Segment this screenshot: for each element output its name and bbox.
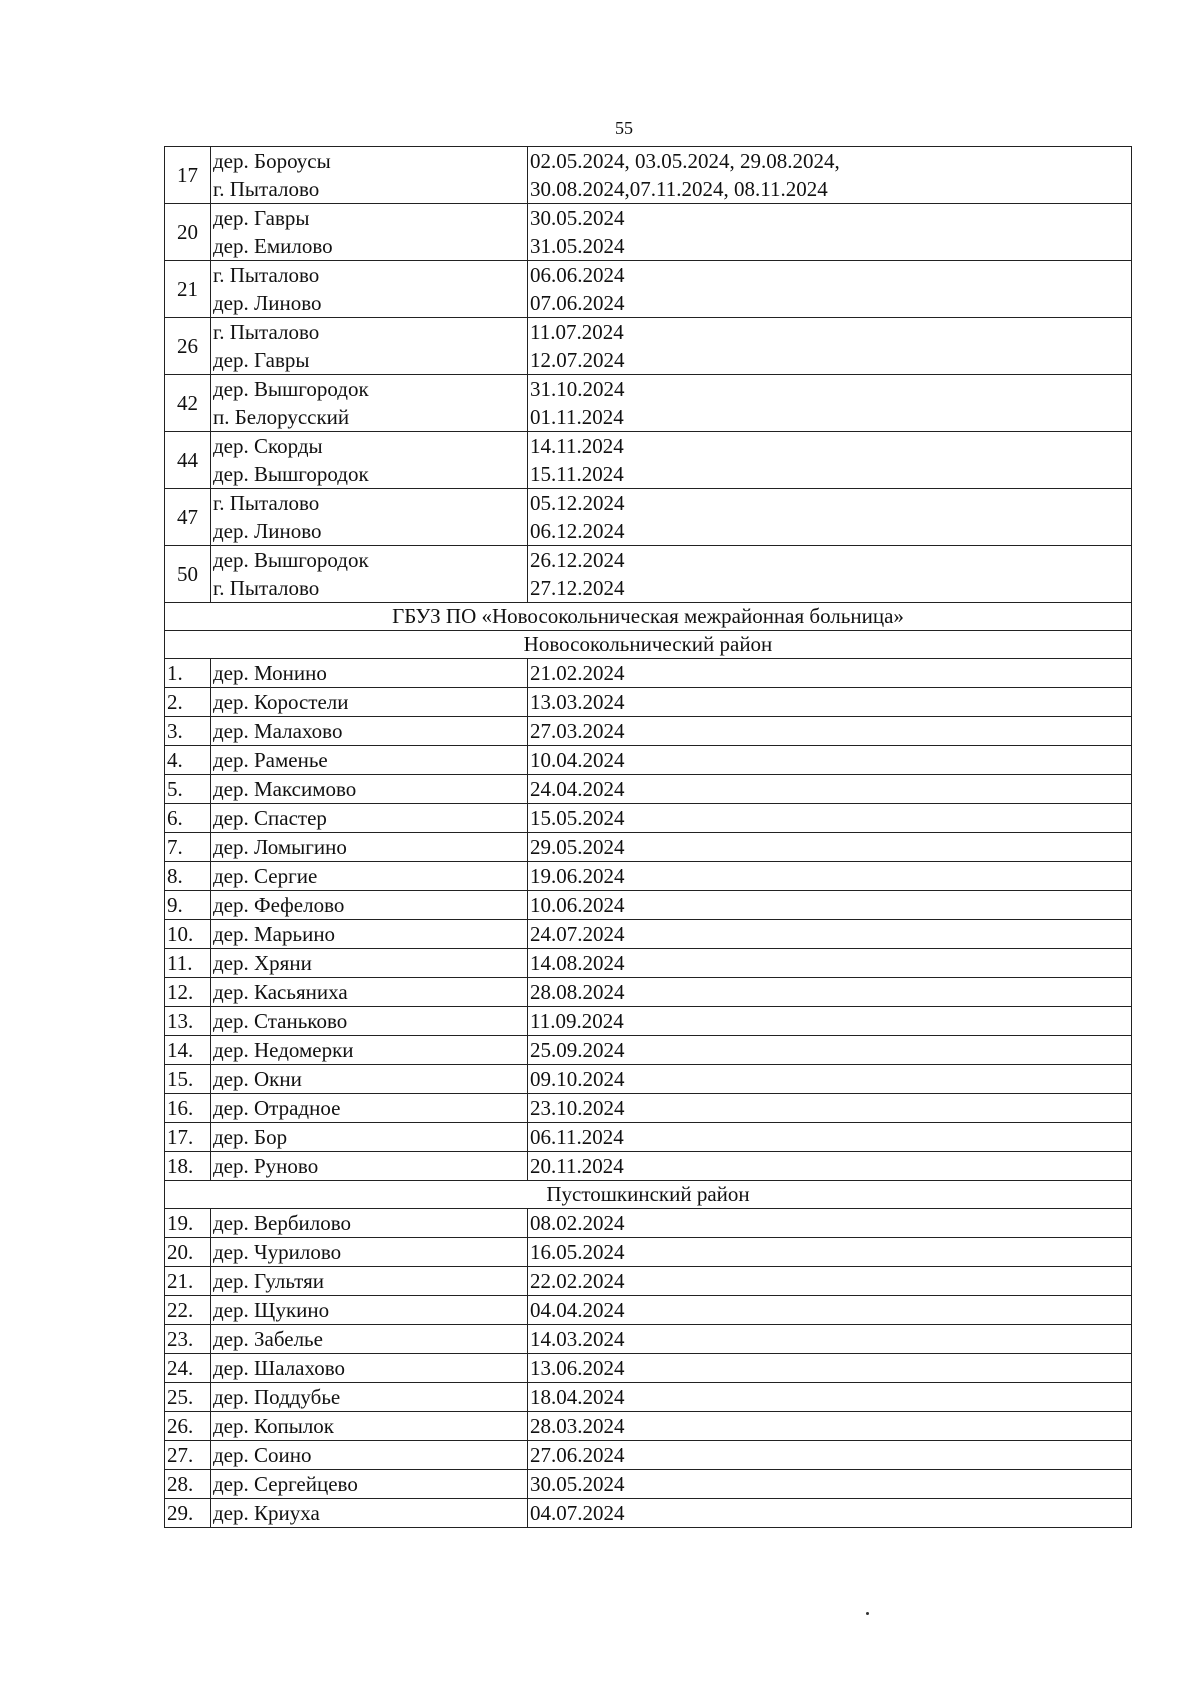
- visit-date: 24.04.2024: [528, 775, 1132, 804]
- place-name: дер. Линово: [213, 291, 322, 315]
- district-title-row: [165, 1181, 1132, 1209]
- hospital-section: [165, 603, 1132, 659]
- place-cell: [211, 489, 528, 546]
- visit-dates: 31.10.2024: [530, 377, 625, 401]
- place-name: дер. Фефелово: [211, 891, 528, 920]
- visit-date: 04.04.2024: [528, 1296, 1132, 1325]
- place-name: дер. Емилово: [213, 234, 333, 258]
- place-name: дер. Скорды: [213, 434, 323, 458]
- row-number: 2.: [165, 688, 211, 717]
- place-name: дер. Ломыгино: [211, 833, 528, 862]
- visit-date: 28.03.2024: [528, 1412, 1132, 1441]
- visit-date: 21.02.2024: [528, 659, 1132, 688]
- visit-dates: 01.11.2024: [530, 405, 624, 429]
- table-row: [165, 920, 1132, 949]
- table-row: [165, 1065, 1132, 1094]
- place-name: дер. Забелье: [211, 1325, 528, 1354]
- hospital-title: ГБУЗ ПО «Новосокольническая межрайонная больница»: [165, 603, 1132, 631]
- row-number: 28.: [165, 1470, 211, 1499]
- table-row: [165, 1470, 1132, 1499]
- visit-date: 18.04.2024: [528, 1383, 1132, 1412]
- row-number: 21: [165, 261, 211, 318]
- place-cell: [211, 546, 528, 603]
- visit-dates: 27.12.2024: [530, 576, 625, 600]
- row-number: 12.: [165, 978, 211, 1007]
- table-row: [165, 1238, 1132, 1267]
- visit-dates: 31.05.2024: [530, 234, 625, 258]
- table-row: [165, 659, 1132, 688]
- visit-date: 23.10.2024: [528, 1094, 1132, 1123]
- visit-date: 27.03.2024: [528, 717, 1132, 746]
- table-row: [165, 1123, 1132, 1152]
- place-name: дер. Отрадное: [211, 1094, 528, 1123]
- visit-dates: 07.06.2024: [530, 291, 625, 315]
- row-number: 6.: [165, 804, 211, 833]
- table-row: [165, 1267, 1132, 1296]
- row-number: 11.: [165, 949, 211, 978]
- place-name: п. Белорусский: [213, 405, 350, 429]
- visit-date: 28.08.2024: [528, 978, 1132, 1007]
- row-number: 4.: [165, 746, 211, 775]
- visit-date: 13.03.2024: [528, 688, 1132, 717]
- place-name: дер. Бороусы: [213, 149, 331, 173]
- place-name: дер. Руново: [211, 1152, 528, 1181]
- row-number: 26.: [165, 1412, 211, 1441]
- table-row: [165, 546, 1132, 603]
- place-name: дер. Гультяи: [211, 1267, 528, 1296]
- place-cell: [211, 318, 528, 375]
- row-number: 21.: [165, 1267, 211, 1296]
- schedule-table-container: [164, 146, 1131, 1528]
- table-row: [165, 1152, 1132, 1181]
- row-number: 17.: [165, 1123, 211, 1152]
- visit-dates: 06.06.2024: [530, 263, 625, 287]
- table-row: [165, 1296, 1132, 1325]
- date-cell: [528, 375, 1132, 432]
- row-number: 25.: [165, 1383, 211, 1412]
- visit-date: 10.06.2024: [528, 891, 1132, 920]
- place-name: дер. Спастер: [211, 804, 528, 833]
- place-name: дер. Вербилово: [211, 1209, 528, 1238]
- visit-date: 22.02.2024: [528, 1267, 1132, 1296]
- place-name: дер. Щукино: [211, 1296, 528, 1325]
- table-row: [165, 1441, 1132, 1470]
- visit-date: 16.05.2024: [528, 1238, 1132, 1267]
- row-number: 22.: [165, 1296, 211, 1325]
- row-number: 14.: [165, 1036, 211, 1065]
- date-cell: [528, 546, 1132, 603]
- visit-date: 29.05.2024: [528, 833, 1132, 862]
- place-name: дер. Хряни: [211, 949, 528, 978]
- row-number: 20.: [165, 1238, 211, 1267]
- row-number: 17: [165, 147, 211, 204]
- place-name: дер. Марьино: [211, 920, 528, 949]
- row-number: 3.: [165, 717, 211, 746]
- visit-date: 04.07.2024: [528, 1499, 1132, 1528]
- table-row: [165, 775, 1132, 804]
- visit-dates: 05.12.2024: [530, 491, 625, 515]
- table-row: [165, 318, 1132, 375]
- place-name: дер. Соино: [211, 1441, 528, 1470]
- row-number: 7.: [165, 833, 211, 862]
- place-name: дер. Чурилово: [211, 1238, 528, 1267]
- visit-dates: 15.11.2024: [530, 462, 624, 486]
- place-name: дер. Вышгородок: [213, 462, 369, 486]
- table-row: [165, 432, 1132, 489]
- row-number: 8.: [165, 862, 211, 891]
- district-title-row: [165, 631, 1132, 659]
- table-row: [165, 1354, 1132, 1383]
- hospital-title-row: [165, 603, 1132, 631]
- table-row: [165, 1209, 1132, 1238]
- place-name: дер. Гавры: [213, 348, 310, 372]
- row-number: 44: [165, 432, 211, 489]
- place-name: дер. Поддубье: [211, 1383, 528, 1412]
- place-name: дер. Криуха: [211, 1499, 528, 1528]
- place-name: дер. Станьково: [211, 1007, 528, 1036]
- district-2-rows: [165, 1209, 1132, 1528]
- date-cell: [528, 147, 1132, 204]
- row-number: 29.: [165, 1499, 211, 1528]
- place-name: дер. Монино: [211, 659, 528, 688]
- table-row: [165, 746, 1132, 775]
- place-name: дер. Малахово: [211, 717, 528, 746]
- row-number: 47: [165, 489, 211, 546]
- table-row: [165, 1036, 1132, 1065]
- row-number: 24.: [165, 1354, 211, 1383]
- district-1-rows: [165, 659, 1132, 1181]
- place-name: дер. Коростели: [211, 688, 528, 717]
- place-name: дер. Линово: [213, 519, 322, 543]
- row-number: 1.: [165, 659, 211, 688]
- row-number: 15.: [165, 1065, 211, 1094]
- place-name: дер. Касьяниха: [211, 978, 528, 1007]
- place-name: г. Пыталово: [213, 491, 320, 515]
- visit-date: 09.10.2024: [528, 1065, 1132, 1094]
- date-cell: [528, 318, 1132, 375]
- visit-date: 24.07.2024: [528, 920, 1132, 949]
- place-cell: [211, 204, 528, 261]
- place-name: дер. Сергие: [211, 862, 528, 891]
- place-name: г. Пыталово: [213, 263, 320, 287]
- district-title: Пустошкинский район: [165, 1181, 1132, 1209]
- row-number: 10.: [165, 920, 211, 949]
- place-cell: [211, 261, 528, 318]
- place-name: дер. Шалахово: [211, 1354, 528, 1383]
- visit-date: 13.06.2024: [528, 1354, 1132, 1383]
- row-number: 20: [165, 204, 211, 261]
- place-cell: [211, 432, 528, 489]
- row-number: 50: [165, 546, 211, 603]
- place-name: дер. Гавры: [213, 206, 310, 230]
- place-name: г. Пыталово: [213, 320, 320, 344]
- place-cell: [211, 375, 528, 432]
- visit-dates: 06.12.2024: [530, 519, 625, 543]
- paired-visits-section: [165, 147, 1132, 603]
- table-row: [165, 891, 1132, 920]
- visit-date: 19.06.2024: [528, 862, 1132, 891]
- page-number: 55: [615, 118, 633, 138]
- row-number: 5.: [165, 775, 211, 804]
- place-name: г. Пыталово: [213, 576, 320, 600]
- date-cell: [528, 432, 1132, 489]
- table-row: [165, 1383, 1132, 1412]
- scan-speck: [866, 1612, 869, 1615]
- place-name: дер. Копылок: [211, 1412, 528, 1441]
- date-cell: [528, 204, 1132, 261]
- table-row: [165, 1007, 1132, 1036]
- table-row: [165, 862, 1132, 891]
- visit-dates: 30.08.2024,07.11.2024, 08.11.2024: [530, 177, 828, 201]
- place-name: дер. Сергейцево: [211, 1470, 528, 1499]
- visit-dates: 11.07.2024: [530, 320, 624, 344]
- place-name: дер. Вышгородок: [213, 548, 369, 572]
- place-name: дер. Раменье: [211, 746, 528, 775]
- table-row: [165, 147, 1132, 204]
- visit-date: 14.08.2024: [528, 949, 1132, 978]
- table-row: [165, 717, 1132, 746]
- visit-dates: 14.11.2024: [530, 434, 624, 458]
- visit-date: 25.09.2024: [528, 1036, 1132, 1065]
- visit-dates: 02.05.2024, 03.05.2024, 29.08.2024,: [530, 149, 840, 173]
- visit-date: 11.09.2024: [528, 1007, 1132, 1036]
- table-row: [165, 261, 1132, 318]
- visit-date: 06.11.2024: [528, 1123, 1132, 1152]
- place-name: г. Пыталово: [213, 177, 320, 201]
- table-row: [165, 1412, 1132, 1441]
- row-number: 23.: [165, 1325, 211, 1354]
- place-name: дер. Вышгородок: [213, 377, 369, 401]
- row-number: 9.: [165, 891, 211, 920]
- schedule-table: [164, 146, 1132, 1528]
- table-row: [165, 204, 1132, 261]
- visit-date: 14.03.2024: [528, 1325, 1132, 1354]
- district-2-header: [165, 1181, 1132, 1209]
- row-number: 27.: [165, 1441, 211, 1470]
- visit-dates: 12.07.2024: [530, 348, 625, 372]
- visit-dates: 30.05.2024: [530, 206, 625, 230]
- place-name: дер. Максимово: [211, 775, 528, 804]
- table-row: [165, 1094, 1132, 1123]
- row-number: 42: [165, 375, 211, 432]
- table-row: [165, 1325, 1132, 1354]
- place-name: дер. Окни: [211, 1065, 528, 1094]
- table-row: [165, 804, 1132, 833]
- table-row: [165, 489, 1132, 546]
- visit-date: 27.06.2024: [528, 1441, 1132, 1470]
- place-name: дер. Недомерки: [211, 1036, 528, 1065]
- date-cell: [528, 489, 1132, 546]
- date-cell: [528, 261, 1132, 318]
- visit-date: 20.11.2024: [528, 1152, 1132, 1181]
- row-number: 13.: [165, 1007, 211, 1036]
- visit-dates: 26.12.2024: [530, 548, 625, 572]
- visit-date: 08.02.2024: [528, 1209, 1132, 1238]
- row-number: 19.: [165, 1209, 211, 1238]
- visit-date: 15.05.2024: [528, 804, 1132, 833]
- table-row: [165, 978, 1132, 1007]
- table-row: [165, 949, 1132, 978]
- visit-date: 30.05.2024: [528, 1470, 1132, 1499]
- table-row: [165, 688, 1132, 717]
- table-row: [165, 375, 1132, 432]
- place-cell: [211, 147, 528, 204]
- row-number: 26: [165, 318, 211, 375]
- place-name: дер. Бор: [211, 1123, 528, 1152]
- district-title: Новосокольнический район: [165, 631, 1132, 659]
- row-number: 18.: [165, 1152, 211, 1181]
- visit-date: 10.04.2024: [528, 746, 1132, 775]
- row-number: 16.: [165, 1094, 211, 1123]
- table-row: [165, 833, 1132, 862]
- table-row: [165, 1499, 1132, 1528]
